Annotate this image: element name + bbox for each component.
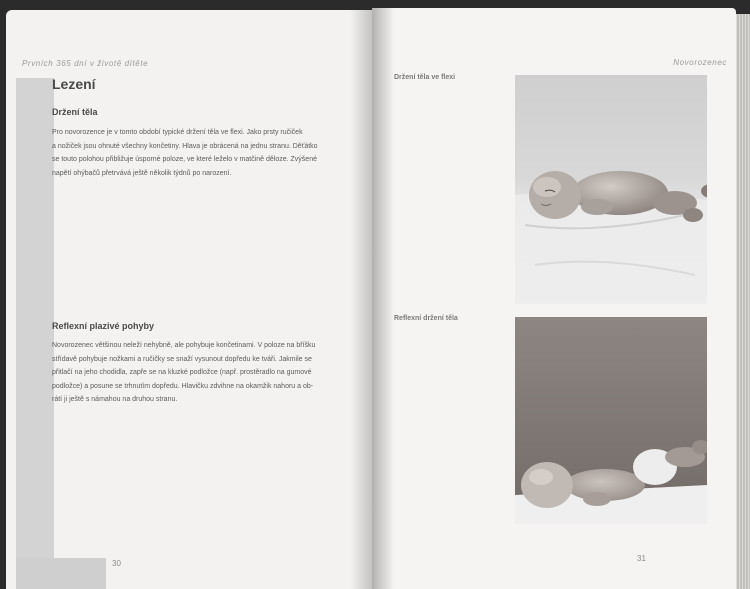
section-title: Lezení	[52, 76, 96, 92]
page-number-box	[16, 558, 106, 589]
text-line: přitlačí na jeho chodidla, zapře se na kluzké podložce (např. prostěradlo na gumové	[52, 369, 312, 376]
subsection-title-crawling: Reflexní plazivé pohyby	[52, 321, 155, 331]
text-line: Novorozenec většinou neleží nehybně, ale pohybuje končetinami. V poloze na bříšku	[52, 342, 316, 349]
running-head: Prvních 365 dní v životě dítěte	[22, 59, 149, 68]
right-page	[372, 8, 736, 589]
gutter-shadow	[372, 8, 394, 589]
running-head: Novorozenec	[673, 58, 727, 67]
page-number-right: 31	[637, 554, 646, 563]
text-line: podložce) a posune se trhnutím dopředu. Hlavičku zdvihne na okamžik nahoru a ob-	[52, 382, 314, 390]
page-edges	[736, 14, 750, 589]
text-line: střídavě pohybuje nožkami a ručičky se snaží vysunout dopředu ke tváři. Jakmile se	[52, 355, 312, 363]
margin-band	[16, 78, 54, 589]
left-page	[6, 10, 376, 589]
page-number-left: 30	[112, 559, 121, 568]
text-line: napětí ohýbačů přetrvává ještě několik týdnů po narození.	[52, 169, 232, 177]
text-line: se touto polohou přibližuje úsporné poloze, ve které leželo v matčině děloze. Zvýšené	[52, 156, 317, 163]
paragraph-posture	[52, 126, 350, 180]
text-line: a nožiček jsou ohnuté všechny končetiny. Hlava je obrácená na jednu stranu. Děťátko	[52, 142, 318, 150]
photo-caption-reflex: Reflexní držení těla	[394, 315, 458, 322]
text-line: Pro novorozence je v tomto období typické držení těla ve flexi. Jako prsty ručiček	[52, 129, 303, 136]
photo-caption-flexion: Držení těla ve flexi	[394, 74, 456, 81]
photo-baby-reflex	[515, 317, 707, 524]
subsection-title-posture: Držení těla	[52, 107, 98, 117]
photo-baby-flexion	[515, 75, 707, 304]
paragraph-crawling	[52, 339, 350, 407]
text-line: rátí ji ještě s námahou na druhou stranu.	[52, 396, 178, 403]
